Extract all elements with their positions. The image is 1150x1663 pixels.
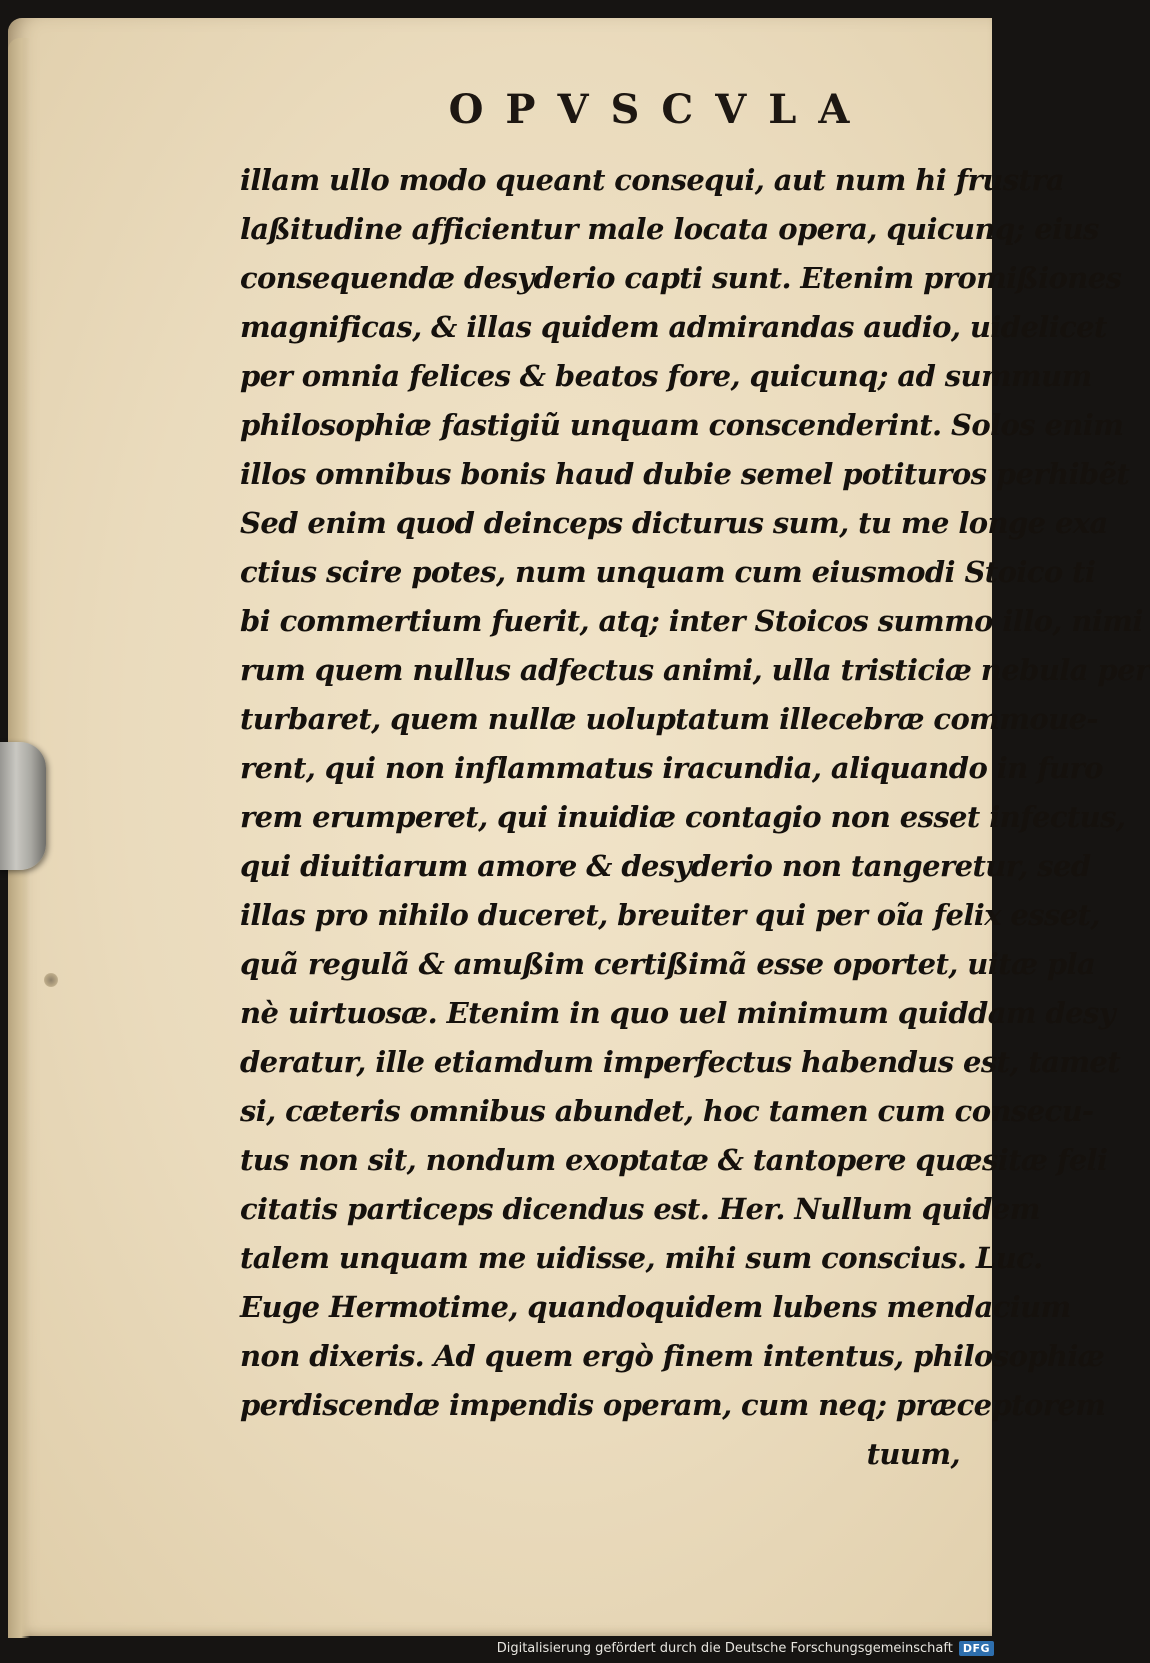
digitization-footer	[497, 1637, 994, 1659]
text-line: philosophiæ fastigiũ unquam conscenderint. Solos enim	[240, 408, 1124, 442]
text-line: illas pro nihilo duceret, breuiter qui per oĩa felix esset,	[240, 898, 1100, 932]
footer-credit: Digitalisierung gefördert durch die Deutsche Forschungsgemeinschaft	[496, 1640, 953, 1656]
pinhole-mark	[44, 973, 58, 987]
text-line: rum quem nullus adfectus animi, ulla tristiciæ nebula per	[240, 653, 1150, 687]
text-line: magnificas, & illas quidem admirandas audio, uidelicet	[240, 310, 1107, 344]
text-line: turbaret, quem nullæ uoluptatum illecebræ commoue-	[240, 702, 1098, 736]
text-line: citatis particeps dicendus est. Her. Nullum quidem	[240, 1192, 1040, 1226]
text-line: non dixeris. Ad quem ergò finem intentus, philosophiæ	[240, 1339, 1105, 1373]
text-line: Euge Hermotime, quandoquidem lubens mendacium	[240, 1290, 1071, 1324]
text-line: talem unquam me uidisse, mihi sum conscius. Luc.	[240, 1241, 1043, 1275]
text-line: rent, qui non inflammatus iracundia, aliquando in furo	[240, 751, 1103, 785]
text-line: illos omnibus bonis haud dubie semel potituros perhibẽt	[240, 457, 1130, 491]
text-line: consequendæ desyderio capti sunt. Etenim promißiones	[240, 261, 1122, 295]
text-line: deratur, ille etiamdum imperfectus habendus est, tamet	[240, 1045, 1121, 1079]
text-line: si, cæteris omnibus abundet, hoc tamen cum consecu-	[240, 1094, 1094, 1128]
book-clasp	[0, 742, 46, 870]
text-line: quã regulã & amußim certißimã esse oportet, uitæ pla	[240, 947, 1096, 981]
text-line: per omnia felices & beatos fore, quicunq; ad summum	[240, 359, 1092, 393]
body-text	[240, 156, 1150, 1479]
running-head: OPVSCVLA	[448, 86, 872, 133]
text-line: illam ullo modo queant consequi, aut num hi frustra	[240, 163, 1065, 197]
text-line: Sed enim quod deinceps dicturus sum, tu me longe exa	[240, 506, 1108, 540]
book-page	[8, 18, 1150, 1636]
text-line: bi commertium fuerit, atq; inter Stoicos summo illo, nimi	[240, 604, 1143, 638]
dfg-logo-icon: DFG	[959, 1641, 994, 1656]
text-line: rem erumperet, qui inuidiæ contagio non esset infectus,	[240, 800, 1126, 834]
catchword: tuum,	[866, 1437, 960, 1471]
text-line: laßitudine afficientur male locata opera, quicunq; eius	[240, 212, 1099, 246]
text-line: qui diuitiarum amore & desyderio non tangeretur, sed	[240, 849, 1091, 883]
text-line: ctius scire potes, num unquam cum eiusmodi Stoico ti	[240, 555, 1096, 589]
text-line: nè uirtuosæ. Etenim in quo uel minimum quiddam desy	[240, 996, 1116, 1030]
text-line: tus non sit, nondum exoptatæ & tantopere quæsitæ feli	[240, 1143, 1108, 1177]
text-line: perdiscendæ impendis operam, cum neq; præceptorem	[240, 1388, 1106, 1422]
